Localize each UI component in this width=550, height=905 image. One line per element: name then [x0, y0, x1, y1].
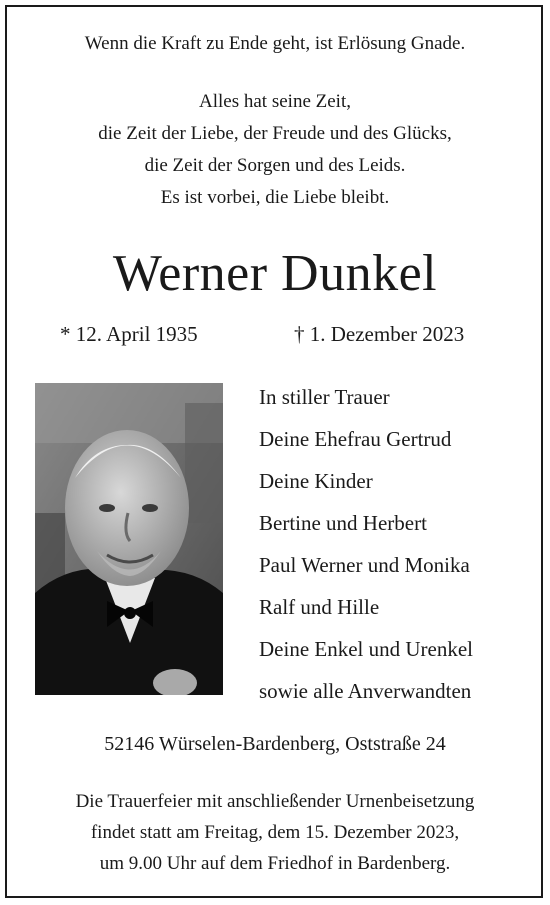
birth-date: * 12. April 1935 — [60, 322, 198, 346]
mourners-line: Deine Kinder — [259, 469, 373, 493]
mourners-line: Paul Werner und Monika — [259, 553, 470, 577]
poem-line: die Zeit der Sorgen und des Leids. — [144, 155, 406, 176]
death-date: † 1. Dezember 2023 — [294, 322, 465, 346]
mourners-line: Bertine und Herbert — [259, 511, 427, 535]
deceased-name: Werner Dunkel — [112, 245, 438, 302]
mourners-line: Deine Enkel und Urenkel — [259, 637, 474, 661]
mourners-line: Deine Ehefrau Gertrud — [259, 427, 452, 451]
ceremony-line: um 9.00 Uhr auf dem Friedhof in Bardenberg. — [99, 853, 451, 874]
poem-line: die Zeit der Liebe, der Freude und des Glücks, — [98, 123, 452, 144]
poem-line: Es ist vorbei, die Liebe bleibt. — [160, 187, 390, 208]
ceremony-line: findet statt am Freitag, dem 15. Dezember 2023, — [90, 822, 460, 843]
ceremony-line: Die Trauerfeier mit anschließender Urnenbeisetzung — [75, 791, 475, 812]
poem — [0, 86, 550, 214]
portrait-photo — [35, 383, 223, 695]
poem-line: Alles hat seine Zeit, — [199, 91, 351, 112]
motto: Wenn die Kraft zu Ende geht, ist Erlösung Gnade. — [84, 33, 466, 54]
address: 52146 Würselen-Bardenberg, Oststraße 24 — [104, 733, 446, 755]
mourners-line: In stiller Trauer — [259, 385, 390, 409]
mourners-line: sowie alle Anverwandten — [259, 679, 472, 703]
mourners-line: Ralf und Hille — [259, 595, 380, 619]
ceremony-info — [0, 786, 550, 879]
mourners-list — [259, 376, 473, 712]
